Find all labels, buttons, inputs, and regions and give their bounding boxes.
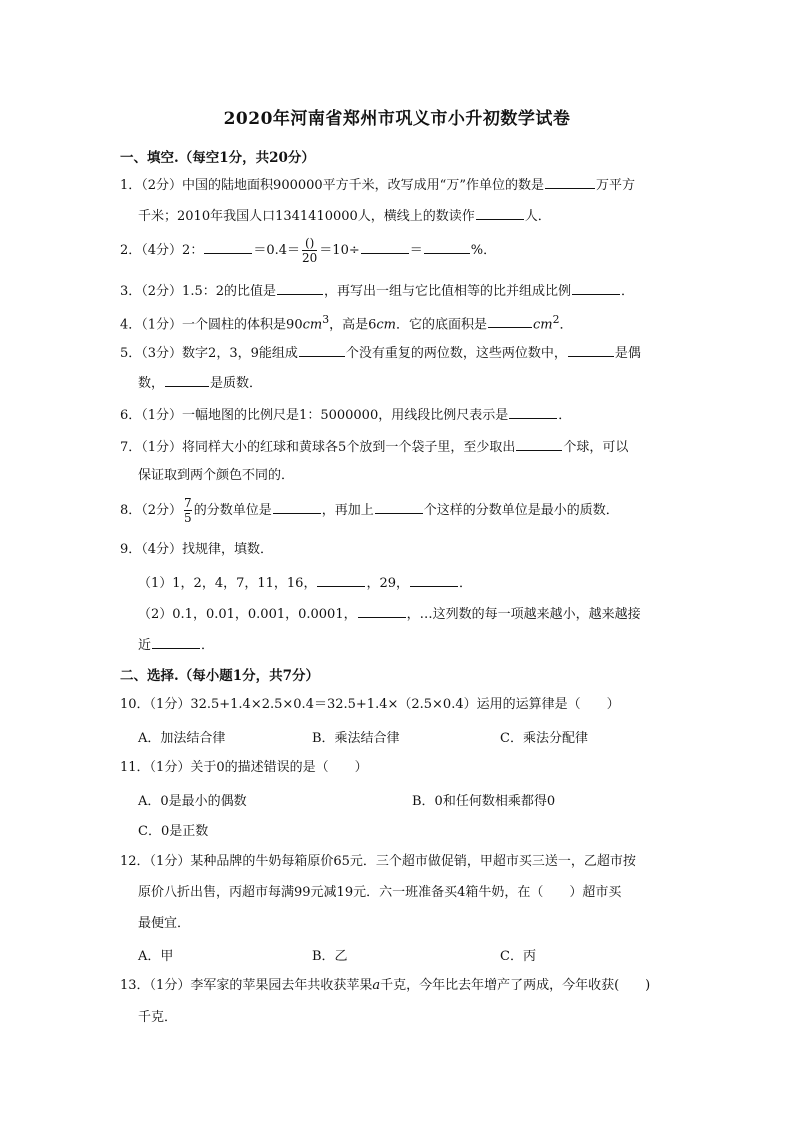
option-a[interactable]: A．0是最小的偶数 [138,794,247,809]
answer-blank[interactable] [410,572,458,587]
answer-blank[interactable] [509,404,557,419]
question-9-part-1: （1）1，2，4，7，11，16， ，29， ． [138,572,472,594]
answer-blank[interactable] [488,313,532,328]
answer-blank[interactable] [165,372,209,387]
answer-blank[interactable] [568,342,614,357]
question-9-part-2-line-2: 近 ． [138,634,214,656]
answer-blank[interactable] [375,499,423,514]
question-7-line-1: 7．（1分）将同样大小的红球和黄球各5个放到一个袋子里，至少取出 个球，可以 [120,436,628,458]
option-c[interactable]: C．乘法分配律 [500,731,588,746]
question-1-line-2: 千米；2010年我国人口1341410000人，横线上的数读作 人． [138,205,551,227]
page-title: 2020年河南省郑州市巩义市小升初数学试卷 [223,109,571,129]
question-10: 10．（1分）32.5+1.4×2.5×0.4＝32.5+1.4×（2.5×0.4）运用的运算律是（ ） [120,697,620,712]
answer-blank[interactable] [516,436,562,451]
answer-blank[interactable] [572,280,620,295]
question-13-line-2: 千克． [138,1010,178,1025]
section-heading-choice: 二、选择.（每小题1分，共7分） [120,668,319,684]
question-12-line-1: 12．（1分）某种品牌的牛奶每箱原价65元．三个超市做促销，甲超市买三送一，乙超市按 [120,854,636,869]
question-9-part-2-line-1: （2）0.1，0.01，0.001，0.0001， ，…这列数的每一项越来越小，越来越接 [138,603,641,625]
answer-blank[interactable] [424,239,470,254]
question-12-line-2: 原价八折出售，丙超市每满99元减19元．六一班准备买4箱牛奶，在（ ）超市买 [138,885,622,900]
option-c[interactable]: C．丙 [500,949,536,964]
question-2: 2．（4分）2： ＝0.4＝ $\frac{()}{20}$ ＝10÷ ＝ %． [120,236,497,265]
question-3: 3．（2分）1.5：2的比值是 ，再写出一组与它比值相等的比并组成比例 ． [120,280,634,302]
answer-blank[interactable] [299,342,345,357]
question-13-line-1: 13．（1分）李军家的苹果园去年共收获苹果a千克，今年比去年增产了两成，今年收获( ) [120,978,651,993]
question-8: 8．（2分） $\frac{7}{5}$ 的分数单位是 ，再加上 个这样的分数单位是最小的质数． [120,496,619,525]
question-4: 4．（1分）一个圆柱的体积是$90cm^3$，高是6cm．它的底面积是 $cm^2$． [120,313,573,333]
question-1-line-1: 1．（2分）中国的陆地面积900000平方千米，改写成用“万”作单位的数是 万平方 [120,174,635,196]
section-heading-fill: 一、填空.（每空1分，共20分） [120,150,315,166]
answer-blank[interactable] [277,280,323,295]
option-c[interactable]: C．0是正数 [138,824,209,839]
question-9: 9．（4分）找规律，填数． [120,542,274,557]
answer-blank[interactable] [204,239,252,254]
option-a[interactable]: A．甲 [138,949,174,964]
question-6: 6．（1分）一幅地图的比例尺是1：5000000，用线段比例尺表示是 ． [120,404,571,426]
question-12-line-3: 最便宜． [138,916,191,931]
answer-blank[interactable] [317,572,365,587]
fraction: $\frac{()}{20}$ [302,236,318,265]
answer-blank[interactable] [358,603,406,618]
question-5-line-1: 5．（3分）数字2，3，9能组成 个没有重复的两位数，这些两位数中， 是偶 [120,342,641,364]
answer-blank[interactable] [152,634,200,649]
fraction: $\frac{7}{5}$ [184,496,192,525]
answer-blank[interactable] [361,239,409,254]
question-11: 11．（1分）关于0的描述错误的是（ ） [120,760,368,775]
option-b[interactable]: B．乘法结合律 [312,731,400,746]
option-a[interactable]: A．加法结合律 [138,731,226,746]
question-7-line-2: 保证取到两个颜色不同的． [138,468,295,483]
answer-blank[interactable] [545,174,595,189]
option-b[interactable]: B．乙 [312,949,348,964]
option-b[interactable]: B．0和任何数相乘都得0 [412,794,556,809]
answer-blank[interactable] [273,499,321,514]
answer-blank[interactable] [476,205,524,220]
question-5-line-2: 数， 是质数． [138,372,262,394]
